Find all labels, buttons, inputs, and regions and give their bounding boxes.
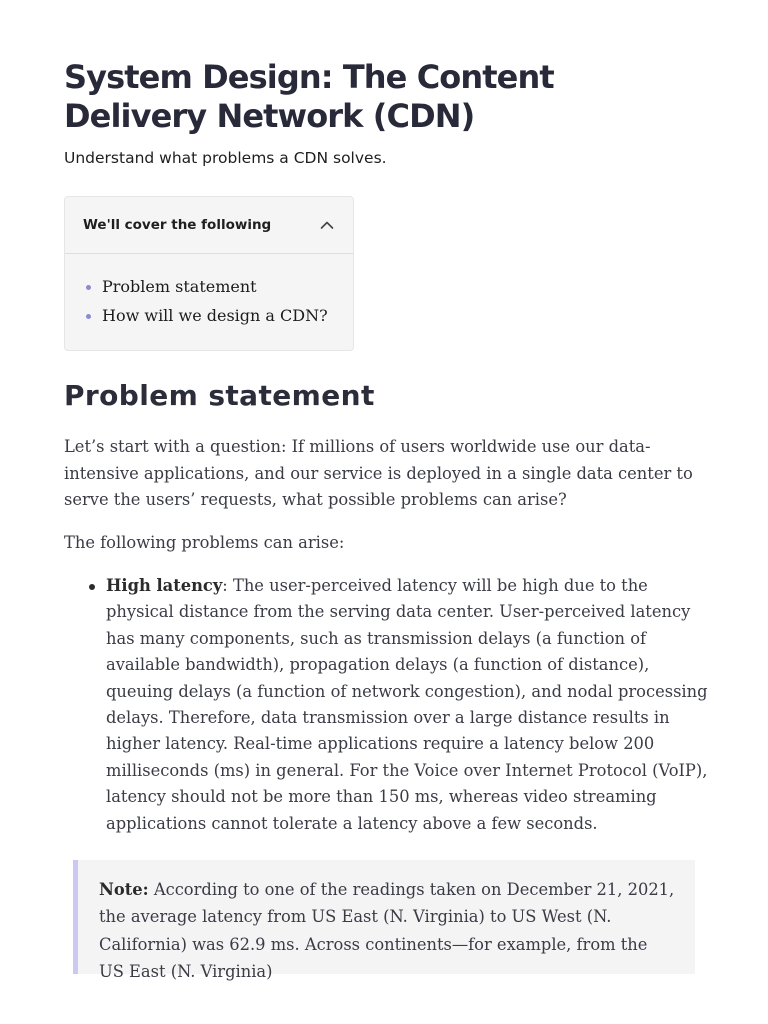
toc-item-label[interactable]: Problem statement bbox=[102, 277, 257, 296]
intro-paragraph: Let’s start with a question: If millions of users worldwide use our data-intensive applications, and our service is deployed in a single data center to serve the users’ requests, what possible problems can arise? bbox=[64, 437, 693, 509]
toc-title: We'll cover the following bbox=[83, 217, 272, 233]
toc-toggle-button[interactable] bbox=[65, 197, 353, 254]
bullet-dot bbox=[86, 314, 91, 319]
section-heading: Problem statement bbox=[64, 379, 375, 412]
chevron-up-icon[interactable] bbox=[319, 217, 335, 233]
page-subtitle: Understand what problems a CDN solves. bbox=[64, 149, 387, 167]
toc-item-label[interactable]: How will we design a CDN? bbox=[102, 306, 328, 325]
note-callout bbox=[73, 860, 695, 981]
problem-list bbox=[64, 573, 714, 837]
list-item bbox=[64, 573, 714, 837]
toc-list bbox=[65, 254, 353, 350]
note-text: According to one of the readings taken on December 21, 2021, the average latency from US East (N. Virginia) to US West (N. California) was 62.9 ms. Across continents—for example, from the US East (N. Virginia) bbox=[99, 880, 675, 981]
toc-item-design-cdn[interactable] bbox=[83, 301, 335, 330]
bullet-dot bbox=[86, 285, 91, 290]
toc-item-problem-statement[interactable] bbox=[83, 272, 335, 301]
table-of-contents bbox=[64, 196, 354, 351]
page-title: System Design: The Content Delivery Network (CDN) bbox=[64, 58, 554, 135]
note-label: Note: bbox=[99, 880, 149, 899]
bullet-text: : The user-perceived latency will be high due to the physical distance from the serving data center. User-perceived latency has many components, such as transmission delays (a function of available bandwidth), propagation delays (a function of distance), queuing delays (a function of network congestion), and nodal processing delays. Therefore, data transmission over a large distance results in higher latency. Real-time applications require a latency below 200 milliseconds (ms) in general. For the Voice over Internet Protocol (VoIP), latency should not be more than 150 ms, whereas video streaming applications cannot tolerate a latency above a few seconds. bbox=[106, 576, 708, 833]
bullet-term: High latency bbox=[106, 576, 223, 595]
bullet-dot bbox=[89, 584, 95, 590]
lead-paragraph: The following problems can arise: bbox=[64, 533, 345, 552]
